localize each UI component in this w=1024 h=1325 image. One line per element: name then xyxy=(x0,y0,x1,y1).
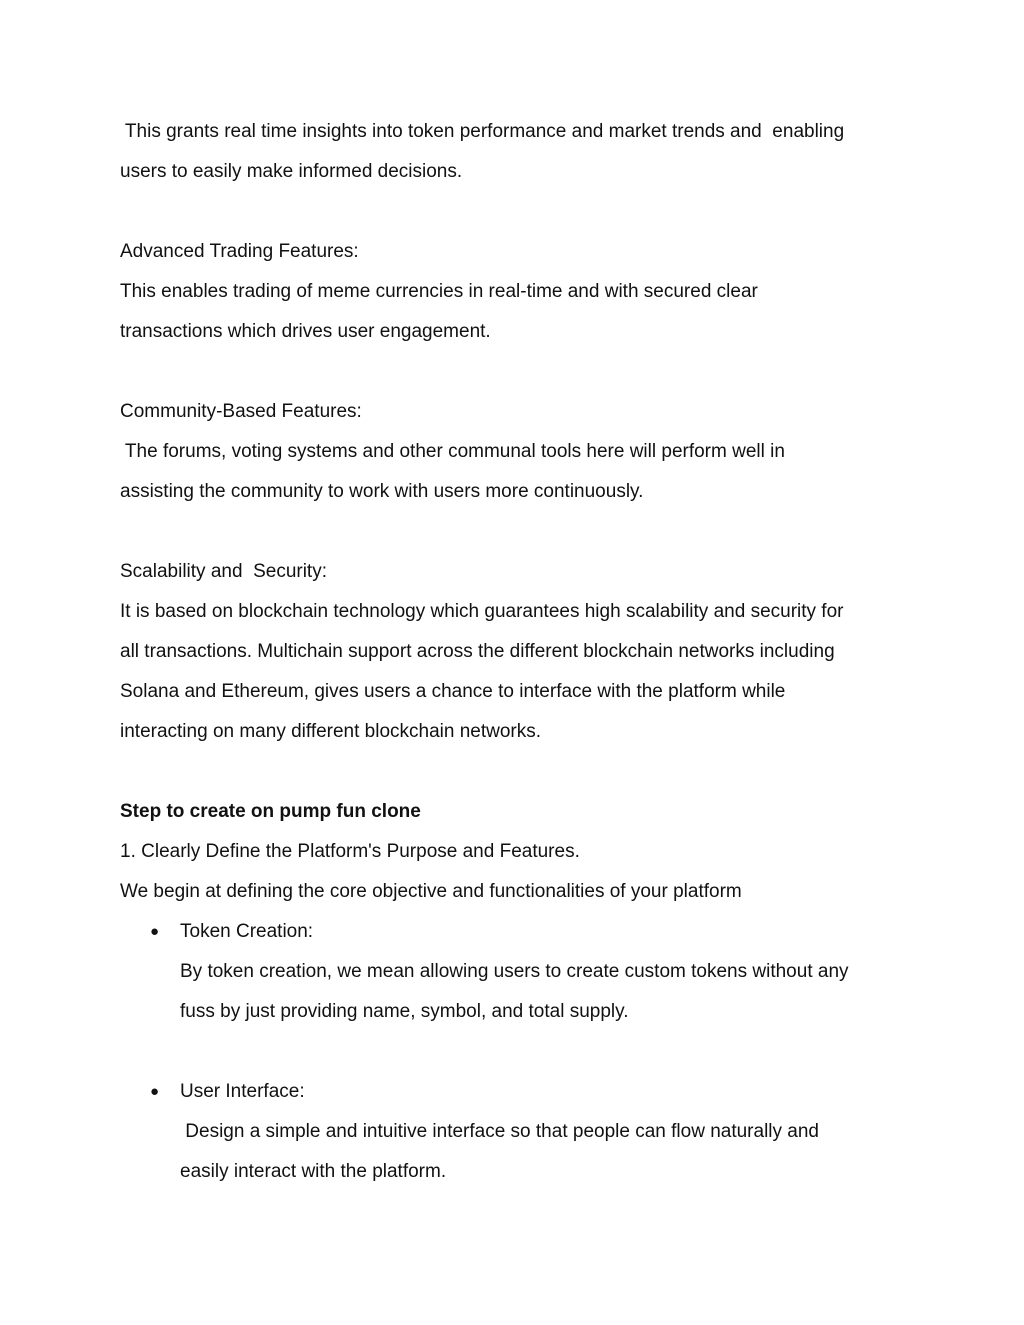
paragraph-spacer xyxy=(120,752,900,792)
paragraph-line: The forums, voting systems and other communal tools here will perform well in xyxy=(120,441,785,462)
bullet-title: Token Creation: xyxy=(180,921,314,942)
steps-heading: Step to create on pump fun clone xyxy=(120,801,421,822)
section-heading: Community-Based Features: xyxy=(120,401,362,422)
steps-section xyxy=(120,792,900,1192)
advanced-trading-section xyxy=(120,232,900,352)
bullet-title: User Interface: xyxy=(180,1081,305,1102)
step-title: 1. Clearly Define the Platform's Purpose and Features. xyxy=(120,841,580,862)
paragraph-line: all transactions. Multichain support across the different blockchain networks including xyxy=(120,641,835,662)
paragraph-line: Solana and Ethereum, gives users a chance to interface with the platform while xyxy=(120,681,786,702)
bullet-line: Design a simple and intuitive interface so that people can flow naturally and xyxy=(180,1121,819,1142)
paragraph-spacer xyxy=(120,512,900,552)
paragraph-line: It is based on blockchain technology which guarantees high scalability and security for xyxy=(120,601,844,622)
paragraph-line: This grants real time insights into token performance and market trends and enabling xyxy=(120,121,845,142)
bullet-icon: ● xyxy=(150,1083,160,1100)
community-section xyxy=(120,392,900,512)
bullet-item-token-creation xyxy=(120,912,900,1032)
intro-paragraph xyxy=(120,112,900,192)
bullet-line: easily interact with the platform. xyxy=(180,1161,447,1182)
bullet-line: By token creation, we mean allowing users to create custom tokens without any xyxy=(180,961,849,982)
scalability-section xyxy=(120,552,900,752)
bullet-line: fuss by just providing name, symbol, and total supply. xyxy=(180,1001,629,1022)
step-description: We begin at defining the core objective and functionalities of your platform xyxy=(120,881,742,902)
document-body xyxy=(120,112,900,1192)
section-heading: Scalability and Security: xyxy=(120,561,327,582)
paragraph-line: assisting the community to work with users more continuously. xyxy=(120,481,644,502)
paragraph-spacer xyxy=(120,1032,900,1072)
paragraph-line: users to easily make informed decisions. xyxy=(120,161,463,182)
paragraph-spacer xyxy=(120,192,900,232)
bullet-icon: ● xyxy=(150,923,160,940)
bullet-item-user-interface xyxy=(120,1072,900,1192)
paragraph-spacer xyxy=(120,352,900,392)
paragraph-line: This enables trading of meme currencies in real-time and with secured clear xyxy=(120,281,758,302)
paragraph-line: transactions which drives user engagement. xyxy=(120,321,491,342)
section-heading: Advanced Trading Features: xyxy=(120,241,359,262)
paragraph-line: interacting on many different blockchain networks. xyxy=(120,721,542,742)
